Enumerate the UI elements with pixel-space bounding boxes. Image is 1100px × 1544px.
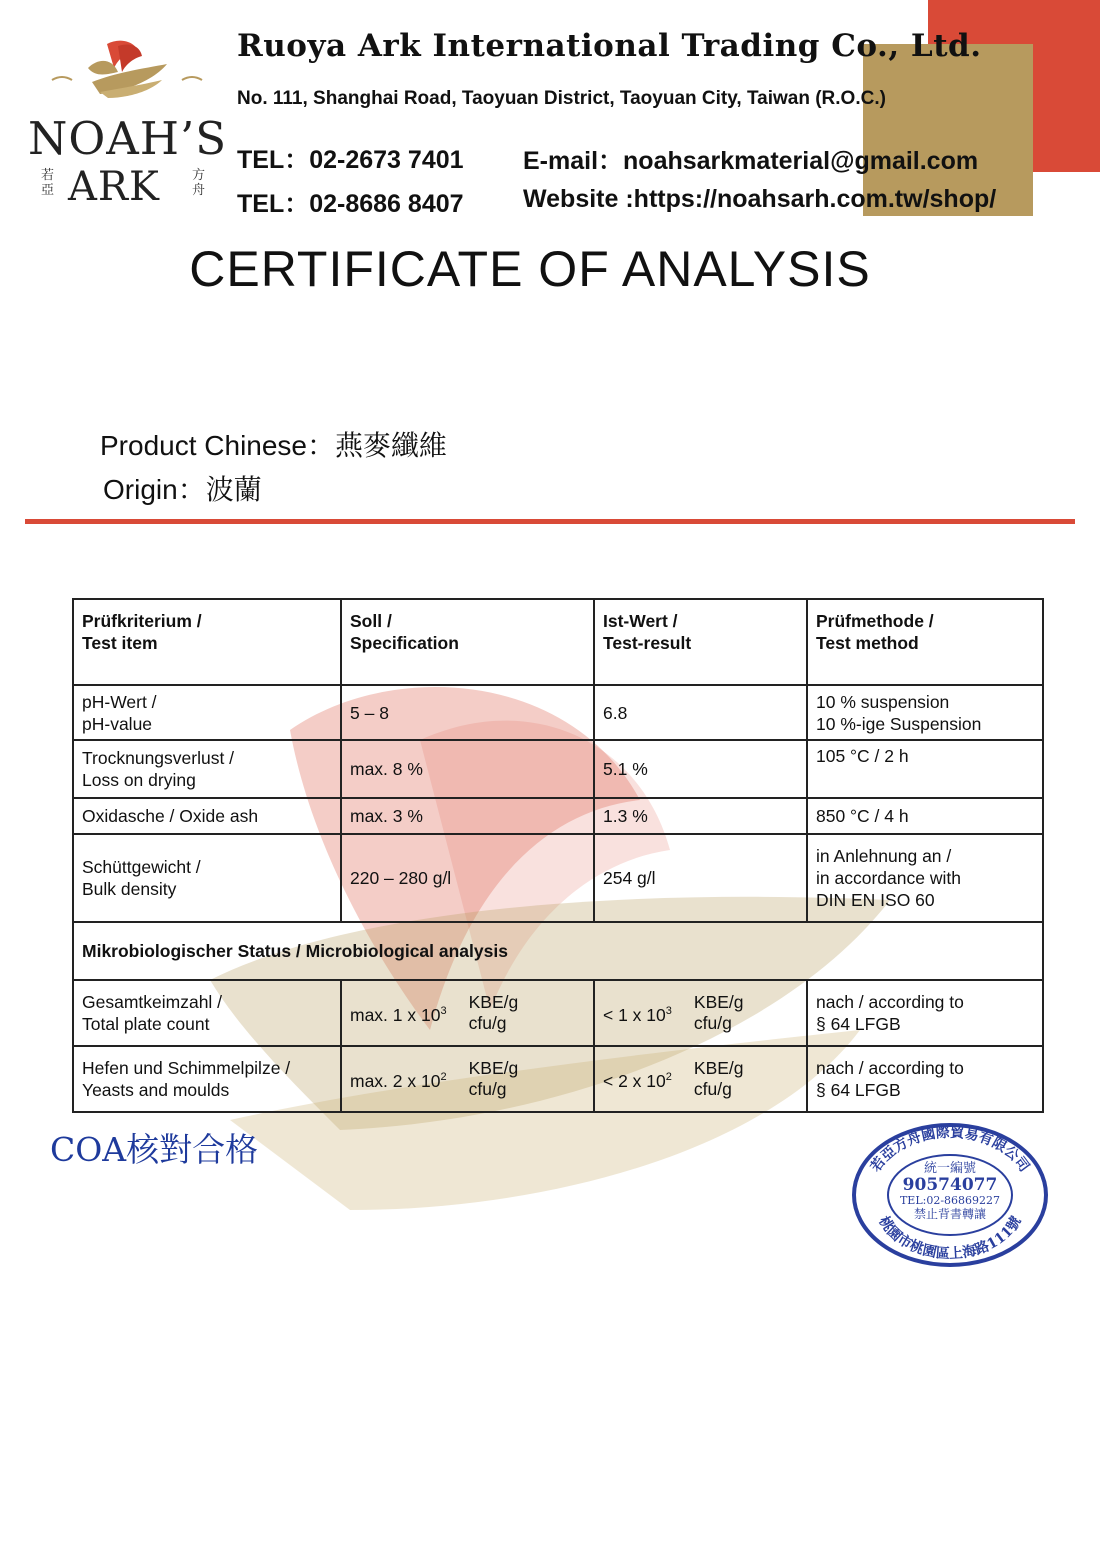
table-row [73, 980, 1043, 1046]
cell-method: nach / according to § 64 LFGB [807, 980, 1043, 1046]
table-row [73, 798, 1043, 834]
svg-text:TEL:02-86869227: TEL:02-86869227 [899, 1194, 1001, 1207]
svg-text:若亞方舟國際貿易有限公司: 若亞方舟國際貿易有限公司 [867, 1124, 1033, 1175]
product-chinese-name: Product Chinese：燕麥纖維 [100, 430, 448, 461]
tel-secondary: TEL：02-8686 8407 [237, 190, 464, 218]
logo-cjk-left: 若亞 [41, 168, 55, 198]
analysis-table [72, 598, 1044, 1113]
cell-method: 105 °C / 2 h [807, 740, 1043, 798]
cell-spec: 220 – 280 g/l [341, 834, 594, 922]
cell-spec: max. 3 % [341, 798, 594, 834]
section-divider [25, 519, 1075, 524]
company-name: Ruoya Ark International Trading Co., Ltd. [237, 28, 982, 64]
company-seal-icon [850, 1120, 1050, 1270]
svg-text:統一編號: 統一編號 [923, 1161, 977, 1176]
email-address[interactable]: E-mail：noahsarkmaterial@gmail.com [523, 147, 979, 175]
document-title: CERTIFICATE OF ANALYSIS [189, 241, 871, 297]
company-address: No. 111, Shanghai Road, Taoyuan District, Taoyuan City, Taiwan (R.O.C.) [237, 88, 886, 109]
logo-brand-line2: ARK [68, 164, 160, 210]
cell-method: 850 °C / 4 h [807, 798, 1043, 834]
cell-item: Trocknungsverlust / Loss on drying [73, 740, 341, 798]
result-unit: KBE/g cfu/g [693, 1058, 744, 1099]
header-test-method: Prüfmethode / Test method [807, 599, 1043, 685]
result-unit: KBE/g cfu/g [693, 992, 744, 1033]
table-row [73, 740, 1043, 798]
micro-section-row [73, 922, 1043, 980]
cell-method: nach / according to § 64 LFGB [807, 1046, 1043, 1112]
header-test-result: Ist-Wert / Test-result [594, 599, 807, 685]
cell-method: 10 % suspension 10 %-ige Suspension [807, 685, 1043, 740]
svg-text:桃園市桃園區上海路111號: 桃園市桃園區上海路111號 [875, 1213, 1025, 1263]
cell-result [594, 1046, 807, 1112]
micro-section-en: Microbiological analysis [305, 941, 508, 961]
svg-text:禁止背書轉讓: 禁止背書轉讓 [913, 1207, 987, 1221]
result-value: < 2 x $10^2$ [603, 1070, 672, 1091]
cell-item: Schüttgewicht / Bulk density [73, 834, 341, 922]
cell-item: Hefen und Schimmelpilze / Yeasts and moulds [73, 1046, 341, 1112]
cell-item: pH-Wert / pH-value [73, 685, 341, 740]
ark-sail-icon [22, 30, 227, 110]
micro-section-heading [73, 922, 1043, 980]
cell-result: 5.1 % [594, 740, 807, 798]
table-header-row [73, 599, 1043, 685]
table-row [73, 1046, 1043, 1112]
cell-item: Oxidasche / Oxide ash [73, 798, 341, 834]
svg-text:90574077: 90574077 [902, 1175, 998, 1195]
header-specification: Soll / Specification [341, 599, 594, 685]
logo-cjk-right: 方舟 [192, 168, 206, 198]
approval-note: COA核對合格 [50, 1130, 259, 1169]
cell-result: 1.3 % [594, 798, 807, 834]
product-origin: Origin：波蘭 [103, 474, 262, 505]
cell-result: 6.8 [594, 685, 807, 740]
cell-method: in Anlehnung an / in accordance with DIN EN ISO 60 [807, 834, 1043, 922]
spec-value: max. 1 x $10^3$ [350, 1004, 447, 1025]
cell-item: Gesamtkeimzahl / Total plate count [73, 980, 341, 1046]
result-value: < 1 x $10^3$ [603, 1004, 672, 1025]
website-link[interactable]: Website :https://noahsarh.com.tw/shop/ [523, 185, 997, 213]
cell-spec [341, 980, 594, 1046]
logo-brand-line1: NOAH’S [28, 112, 228, 165]
cell-spec: 5 – 8 [341, 685, 594, 740]
table-row [73, 685, 1043, 740]
cell-result: 254 g/l [594, 834, 807, 922]
spec-unit: KBE/g cfu/g [468, 1058, 519, 1099]
company-logo [22, 30, 227, 215]
cell-result [594, 980, 807, 1046]
spec-value: max. 2 x $10^2$ [350, 1070, 447, 1091]
table-row [73, 834, 1043, 922]
header-test-item: Prüfkriterium / Test item [73, 599, 341, 685]
cell-spec [341, 1046, 594, 1112]
cell-spec: max. 8 % [341, 740, 594, 798]
tel-primary: TEL：02-2673 7401 [237, 146, 464, 174]
spec-unit: KBE/g cfu/g [468, 992, 519, 1033]
micro-section-de: Mikrobiologischer Status / [82, 941, 301, 961]
